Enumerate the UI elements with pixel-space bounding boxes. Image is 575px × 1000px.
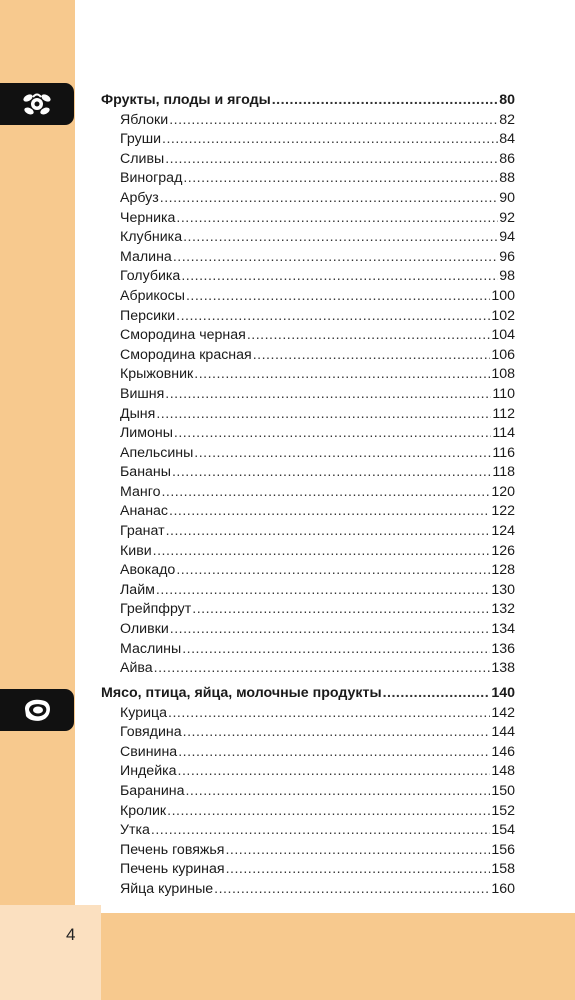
- toc-entry[interactable]: Голубика ..... 98: [101, 268, 515, 288]
- toc-section-fruits: [101, 92, 515, 680]
- toc-entry[interactable]: Яблоки ..... 82: [101, 112, 515, 132]
- toc-entry[interactable]: Крыжовник ..... 108: [101, 366, 515, 386]
- toc-entry[interactable]: Абрикосы ..... 100: [101, 288, 515, 308]
- section-heading[interactable]: Фрукты, плоды и ягоды ..... 80: [101, 92, 515, 112]
- toc-entry[interactable]: Персики ..... 102: [101, 308, 515, 328]
- toc-entry[interactable]: Бананы ..... 118: [101, 464, 515, 484]
- toc-entry[interactable]: Апельсины ..... 116: [101, 445, 515, 465]
- toc-entry[interactable]: Лайм ..... 130: [101, 582, 515, 602]
- toc-section-meat: [101, 685, 515, 901]
- toc-entry[interactable]: Айва ..... 138: [101, 660, 515, 680]
- toc-entry[interactable]: Авокадо ..... 128: [101, 562, 515, 582]
- toc-entry[interactable]: Ананас ..... 122: [101, 503, 515, 523]
- section-tab-fruits[interactable]: [0, 83, 74, 125]
- toc-entry[interactable]: Смородина черная ..... 104: [101, 327, 515, 347]
- toc-entry[interactable]: Арбуз ..... 90: [101, 190, 515, 210]
- toc-entry[interactable]: Кролик ..... 152: [101, 803, 515, 823]
- toc-entry[interactable]: Свинина ..... 146: [101, 744, 515, 764]
- toc-entry[interactable]: Груши ..... 84: [101, 131, 515, 151]
- toc-entry[interactable]: Маслины ..... 136: [101, 641, 515, 661]
- toc-entry[interactable]: Виноград ..... 88: [101, 170, 515, 190]
- toc-entry[interactable]: Черника ..... 92: [101, 210, 515, 230]
- section-heading[interactable]: Мясо, птица, яйца, молочные продукты ..... 140: [101, 685, 515, 705]
- toc-entry[interactable]: Печень говяжья ..... 156: [101, 842, 515, 862]
- toc-entry[interactable]: Грейпфрут ..... 132: [101, 601, 515, 621]
- toc-entry[interactable]: Гранат ..... 124: [101, 523, 515, 543]
- section-tab-meat[interactable]: [0, 689, 74, 731]
- toc-entry[interactable]: Лимоны ..... 114: [101, 425, 515, 445]
- toc-entry[interactable]: Курица ..... 142: [101, 705, 515, 725]
- toc-entry[interactable]: Индейка ..... 148: [101, 763, 515, 783]
- toc-entry[interactable]: Дыня ..... 112: [101, 406, 515, 426]
- toc-entry[interactable]: Киви ..... 126: [101, 543, 515, 563]
- toc-entry[interactable]: Говядина ..... 144: [101, 724, 515, 744]
- toc-entry[interactable]: Сливы ..... 86: [101, 151, 515, 171]
- page-number: 4: [66, 925, 76, 944]
- fruit-flower-icon: [20, 89, 54, 119]
- toc-entry[interactable]: Клубника ..... 94: [101, 229, 515, 249]
- page-number-box: [0, 905, 101, 1000]
- toc-entry[interactable]: Печень куриная ..... 158: [101, 861, 515, 881]
- meat-steak-icon: [20, 695, 54, 725]
- toc-entry[interactable]: Вишня ..... 110: [101, 386, 515, 406]
- toc-entry[interactable]: Смородина красная ..... 106: [101, 347, 515, 367]
- toc-entry[interactable]: Оливки ..... 134: [101, 621, 515, 641]
- toc-entry[interactable]: Манго ..... 120: [101, 484, 515, 504]
- left-margin-strip: [0, 0, 75, 905]
- toc-entry[interactable]: Утка ..... 154: [101, 822, 515, 842]
- toc-entry[interactable]: Баранина ..... 150: [101, 783, 515, 803]
- toc-entry[interactable]: Малина ..... 96: [101, 249, 515, 269]
- toc-entry[interactable]: Яйца куриные ..... 160: [101, 881, 515, 901]
